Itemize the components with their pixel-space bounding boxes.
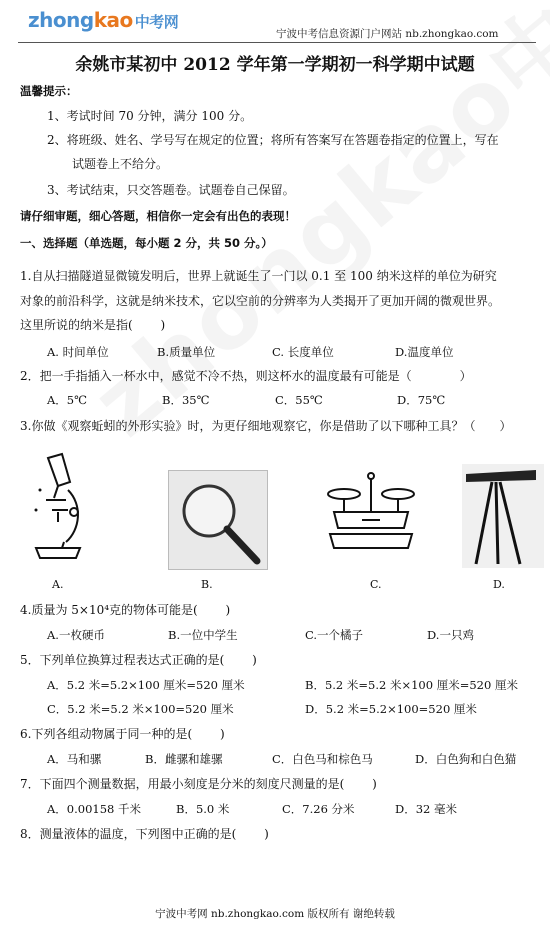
q3-label-b: B. bbox=[201, 578, 213, 591]
telescope-image bbox=[462, 464, 544, 568]
logo-text-blue: zhong bbox=[28, 8, 94, 32]
q2-options bbox=[0, 392, 550, 408]
option-a: A．5.2 米=5.2×100 厘米=520 厘米 bbox=[47, 678, 245, 692]
page-title: 余姚市某初中 2012 学年第一学期初一科学期中试题 bbox=[75, 55, 475, 75]
header-divider bbox=[18, 42, 536, 43]
q3-label-d: D. bbox=[493, 578, 505, 591]
logo-text-orange: kao bbox=[93, 8, 133, 32]
option-d: D.一只鸡 bbox=[427, 628, 474, 642]
notice-heading: 温馨提示： bbox=[20, 84, 78, 98]
q4-text: 4.质量为 5×10⁴克的物体可能是( ) bbox=[20, 603, 231, 617]
q1-options bbox=[0, 344, 550, 360]
option-c: C. 长度单位 bbox=[272, 345, 334, 359]
option-c: C．白色马和棕色马 bbox=[272, 752, 373, 766]
logo-text-cn: 中考网 bbox=[134, 13, 179, 31]
q1-line-1: 1.自从扫描隧道显微镜发明后，世界上就诞生了一门以 0.1 至 100 纳米这样的单位为研究 bbox=[20, 269, 497, 283]
option-c: C．7.26 分米 bbox=[282, 802, 355, 816]
notice-item-1: 1、考试时间 70 分钟，满分 100 分。 bbox=[47, 109, 253, 123]
option-d: D．白色狗和白色猫 bbox=[415, 752, 517, 766]
option-a: A．0.00158 千米 bbox=[47, 802, 142, 816]
option-d: D．32 毫米 bbox=[395, 802, 458, 816]
microscope-icon bbox=[28, 450, 88, 565]
option-a: A.一枚硬币 bbox=[47, 628, 105, 642]
q6-options bbox=[0, 751, 550, 767]
microscope-image bbox=[28, 450, 88, 565]
option-b: B.质量单位 bbox=[157, 345, 216, 359]
option-b: B．5.0 米 bbox=[176, 802, 230, 816]
notice-item-3: 3、考试结束，只交答题卷。试题卷自己保留。 bbox=[47, 183, 295, 197]
option-d: D.温度单位 bbox=[395, 345, 454, 359]
option-d: D．5.2 米=5.2×100=520 厘米 bbox=[305, 702, 477, 716]
notice-item-2-cont: 试题卷上不给分。 bbox=[72, 157, 169, 171]
section-heading: 一、选择题（单选题，每小题 2 分，共 50 分。） bbox=[20, 236, 273, 250]
option-b: B．雌骡和雄骡 bbox=[145, 752, 223, 766]
option-b: B.一位中学生 bbox=[168, 628, 238, 642]
q5-options-row-2 bbox=[0, 701, 550, 717]
q3-label-a: A. bbox=[52, 578, 64, 591]
site-url: 宁波中考信息资源门户网站 nb.zhongkao.com bbox=[276, 28, 499, 40]
site-logo[interactable] bbox=[28, 8, 178, 32]
option-c: C.一个橘子 bbox=[305, 628, 364, 642]
option-a: A．马和骡 bbox=[47, 752, 102, 766]
q5-text: 5．下列单位换算过程表达式正确的是( ) bbox=[20, 653, 257, 667]
page-footer: 宁波中考网 nb.zhongkao.com 版权所有 谢绝转载 bbox=[155, 908, 395, 920]
magnifier-icon bbox=[169, 471, 267, 569]
option-d: D．75℃ bbox=[397, 393, 446, 407]
option-b: B．5.2 米=5.2 米×100 厘米=520 厘米 bbox=[305, 678, 518, 692]
option-a: A．5℃ bbox=[47, 393, 87, 407]
q7-options bbox=[0, 801, 550, 817]
q1-line-3: 这里所说的纳米是指( ) bbox=[20, 318, 166, 332]
encourage-text: 请仔细审题，细心答题，相信你一定会有出色的表现！ bbox=[20, 209, 296, 223]
balance-scale-image bbox=[322, 468, 420, 558]
q1-line-2: 对象的前沿科学，这就是纳米技术，它以空前的分辨率为人类揭开了更加开阔的微观世界。 bbox=[20, 294, 501, 308]
page-header bbox=[0, 0, 550, 44]
q6-text: 6.下列各组动物属于同一种的是( ) bbox=[20, 727, 225, 741]
q2-text: 2．把一手指插入一杯水中，感觉不冷不热，则这杯水的温度最有可能是（ ） bbox=[20, 369, 472, 383]
q7-text: 7．下面四个测量数据，用最小刻度是分米的刻度尺测量的是( ) bbox=[20, 777, 377, 791]
q3-text: 3.你做《观察蚯蚓的外形实验》时，为更仔细地观察它，你是借助了以下哪种工具？（ ） bbox=[20, 419, 512, 433]
option-a: A. 时间单位 bbox=[47, 345, 109, 359]
q5-options-row-1 bbox=[0, 677, 550, 693]
balance-scale-icon bbox=[322, 468, 420, 558]
telescope-icon bbox=[462, 464, 544, 568]
q8-text: 8．测量液体的温度，下列图中正确的是( ) bbox=[20, 827, 269, 841]
option-c: C．55℃ bbox=[275, 393, 323, 407]
notice-item-2: 2、将班级、姓名、学号写在规定的位置；将所有答案写在答题卷指定的位置上，写在 bbox=[47, 133, 499, 147]
magnifier-image bbox=[168, 470, 268, 570]
option-c: C．5.2 米=5.2 米×100=520 厘米 bbox=[47, 702, 234, 716]
q3-label-c: C. bbox=[370, 578, 382, 591]
option-b: B．35℃ bbox=[162, 393, 210, 407]
q4-options bbox=[0, 627, 550, 643]
